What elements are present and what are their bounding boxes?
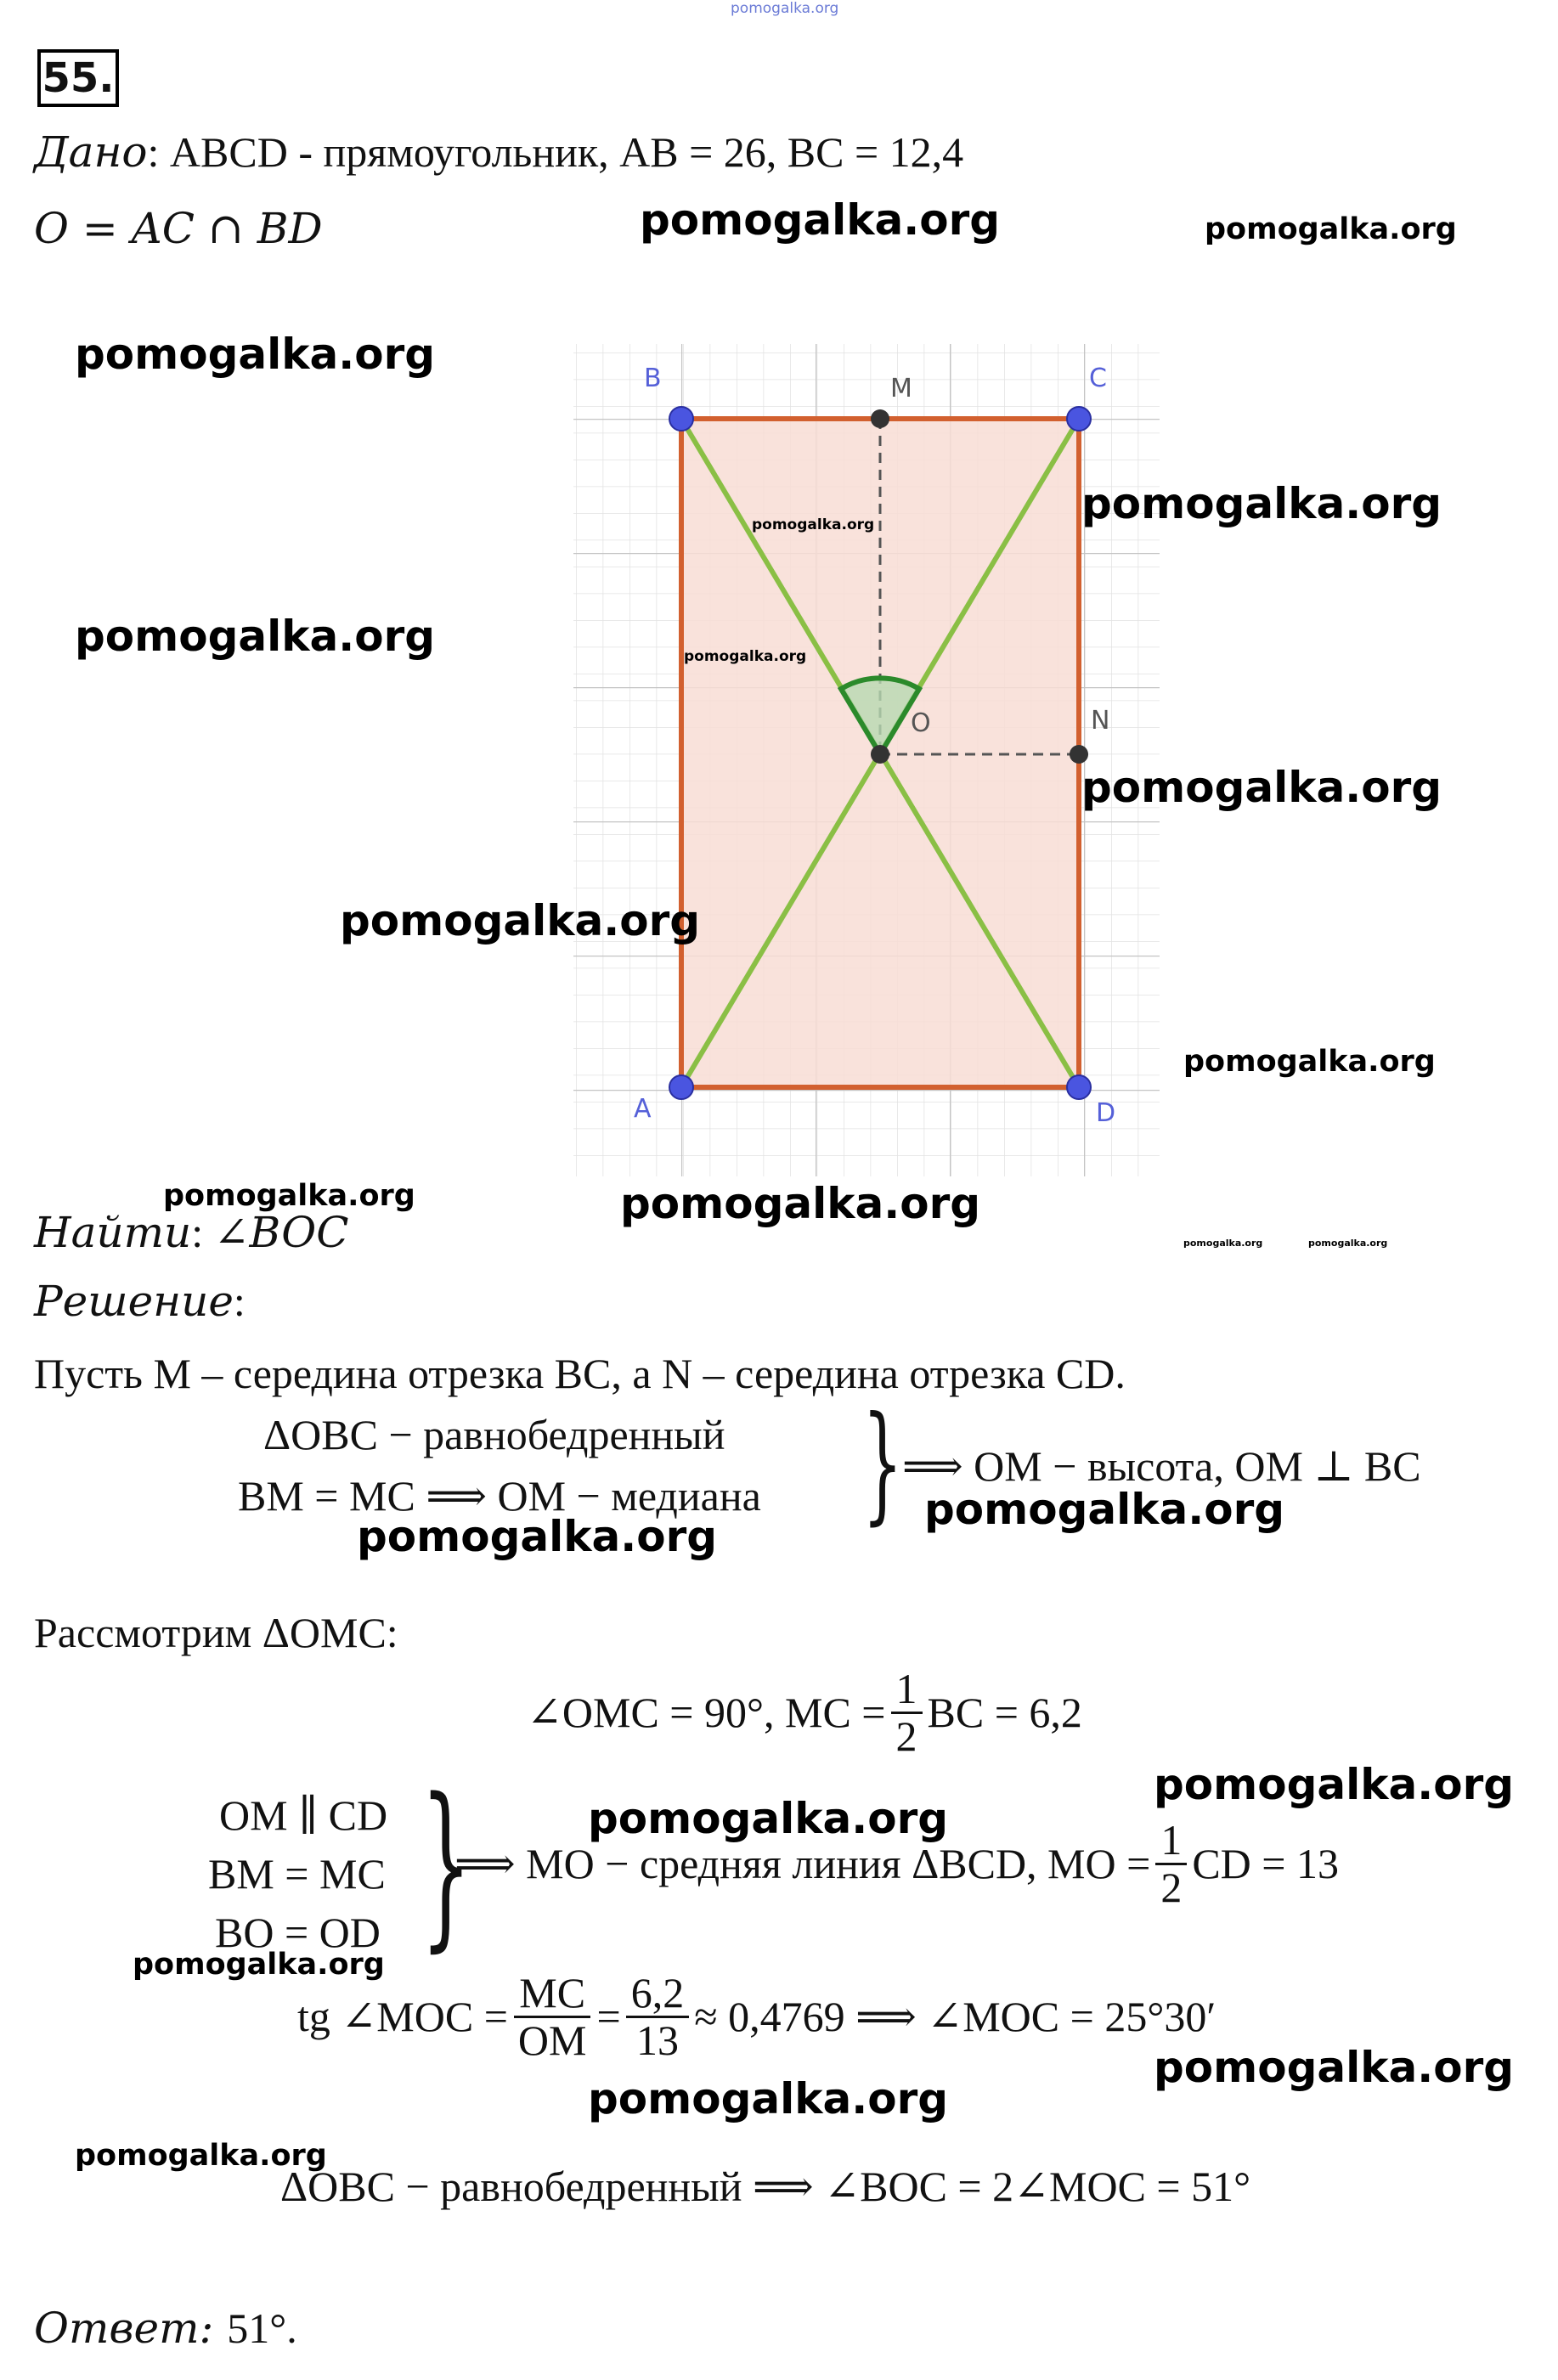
find-label: Найти [34, 1208, 192, 1257]
system2-result-right: CD = 13 [1192, 1840, 1339, 1887]
watermark-figure-2: pomogalka.org [684, 648, 807, 665]
solution-intro: Пусть M – середина отрезка BC, а N – середина отрезка CD. [34, 1350, 1126, 1397]
point-m [871, 409, 889, 428]
find-value: ∠BOC [213, 1208, 349, 1257]
half-numerator: 1 [891, 1667, 923, 1714]
tg-fraction-1 [513, 1971, 592, 2062]
final-line: ΔOBC − равнобедренный ⟹ ∠BOC = 2∠MOC = 51° [280, 2163, 1251, 2210]
tg-result: ≈ 0,4769 ⟹ ∠MOC = 25°30′ [694, 1993, 1216, 2040]
watermark-15: pomogalka.org [1154, 1760, 1515, 1809]
answer-value: 51°. [227, 2304, 297, 2352]
label-o: O [911, 708, 931, 738]
watermark-1: pomogalka.org [640, 195, 1001, 245]
half2-numerator: 1 [1155, 1818, 1187, 1865]
system1-row2-text: BM = MC ⟹ OM − медиана [238, 1472, 761, 1520]
point-n [1070, 745, 1088, 764]
system2-row3: BO = OD [215, 1909, 381, 1956]
point-o [871, 745, 889, 764]
watermark-4: pomogalka.org [1081, 479, 1442, 528]
tg-num-1: MC [514, 1971, 590, 2018]
point-d [1067, 1075, 1091, 1099]
watermark-5: pomogalka.org [75, 612, 436, 661]
tg-den-2: 13 [635, 2016, 679, 2064]
tg-prefix: tg ∠MOC = [297, 1993, 508, 2040]
system2-brace: } [421, 1760, 472, 1968]
solution-label: Решение [34, 1277, 234, 1326]
omc-right: BC = 6,2 [927, 1689, 1082, 1736]
answer-label: Ответ: [34, 2304, 214, 2353]
label-c: C [1089, 364, 1107, 393]
watermark-7: pomogalka.org [340, 896, 701, 945]
system2-row2: BM = MC [208, 1850, 386, 1898]
system1-row1-text: ΔOBC − равнобедренный [263, 1411, 725, 1458]
tg-fraction-2 [626, 1971, 690, 2062]
watermark-16: pomogalka.org [588, 1794, 949, 1843]
given-line-1: Дано: ABCD - прямоугольник, AB = 26, BC = 12,4 [34, 127, 964, 177]
watermark-19: pomogalka.org [588, 2074, 949, 2123]
watermark-3: pomogalka.org [75, 330, 436, 379]
consider-line: Рассмотрим ΔOMC: [34, 1609, 398, 1656]
watermark-14: pomogalka.org [357, 1512, 718, 1561]
watermark-10: pomogalka.org [620, 1179, 981, 1228]
system1-result: ⟹ OM − высота, OM ⊥ BC [902, 1442, 1421, 1490]
solution-heading: Решение: [34, 1277, 246, 1326]
point-b [669, 407, 693, 431]
watermark-figure-1: pomogalka.org [752, 516, 875, 533]
label-d: D [1096, 1098, 1116, 1128]
given-label: Дано [34, 127, 148, 177]
watermark-2: pomogalka.org [1205, 212, 1457, 246]
label-b: B [644, 364, 662, 393]
system1-brace: } [862, 1390, 903, 1537]
label-n: N [1091, 706, 1110, 736]
label-a: A [634, 1094, 652, 1124]
watermark-18: pomogalka.org [1154, 2043, 1515, 2092]
system1-row1 [263, 1410, 725, 1459]
half-fraction [891, 1667, 923, 1758]
tg-den-1: OM [517, 2016, 587, 2064]
label-m: M [890, 374, 912, 403]
point-a [669, 1075, 693, 1099]
system2-result-left: ⟹ MO − средняя линия ΔBCD, MO = [454, 1840, 1151, 1887]
omc-left: ∠OMC = 90°, MC = [527, 1689, 886, 1736]
site-header-mark: pomogalka.org [731, 0, 839, 17]
watermark-13: pomogalka.org [924, 1485, 1285, 1534]
tg-line: tg ∠MOC = $\frac{MC}{OM}$ = $\frac{6,2}{13}$ ≈ 0,4769 ⟹ ∠MOC = 25°30′ [297, 1969, 1216, 2064]
tg-num-2: 6,2 [626, 1971, 690, 2018]
rectangle-figure [569, 344, 1164, 1181]
answer-line [34, 2304, 297, 2353]
problem-number: 55. [37, 49, 119, 107]
watermark-11: pomogalka.org [1183, 1238, 1263, 1249]
given-line-2: O = AC ∩ BD [34, 204, 323, 253]
watermark-20: pomogalka.org [75, 2139, 327, 2173]
system2-row1: OM ∥ CD [219, 1791, 388, 1839]
half-denominator: 2 [895, 1712, 917, 1760]
watermark-9: pomogalka.org [163, 1179, 415, 1213]
watermark-12: pomogalka.org [1308, 1238, 1388, 1249]
given-text: ABCD - прямоугольник, AB = 26, BC = 12,4 [169, 128, 964, 176]
find-line: Найти: ∠BOC [34, 1208, 349, 1257]
watermark-8: pomogalka.org [1183, 1045, 1436, 1079]
watermark-17: pomogalka.org [133, 1948, 385, 1982]
point-c [1067, 407, 1091, 431]
half-fraction-2 [1155, 1818, 1187, 1909]
omc-line [527, 1667, 1082, 1758]
watermark-6: pomogalka.org [1081, 763, 1442, 812]
half2-denominator: 2 [1160, 1863, 1183, 1911]
